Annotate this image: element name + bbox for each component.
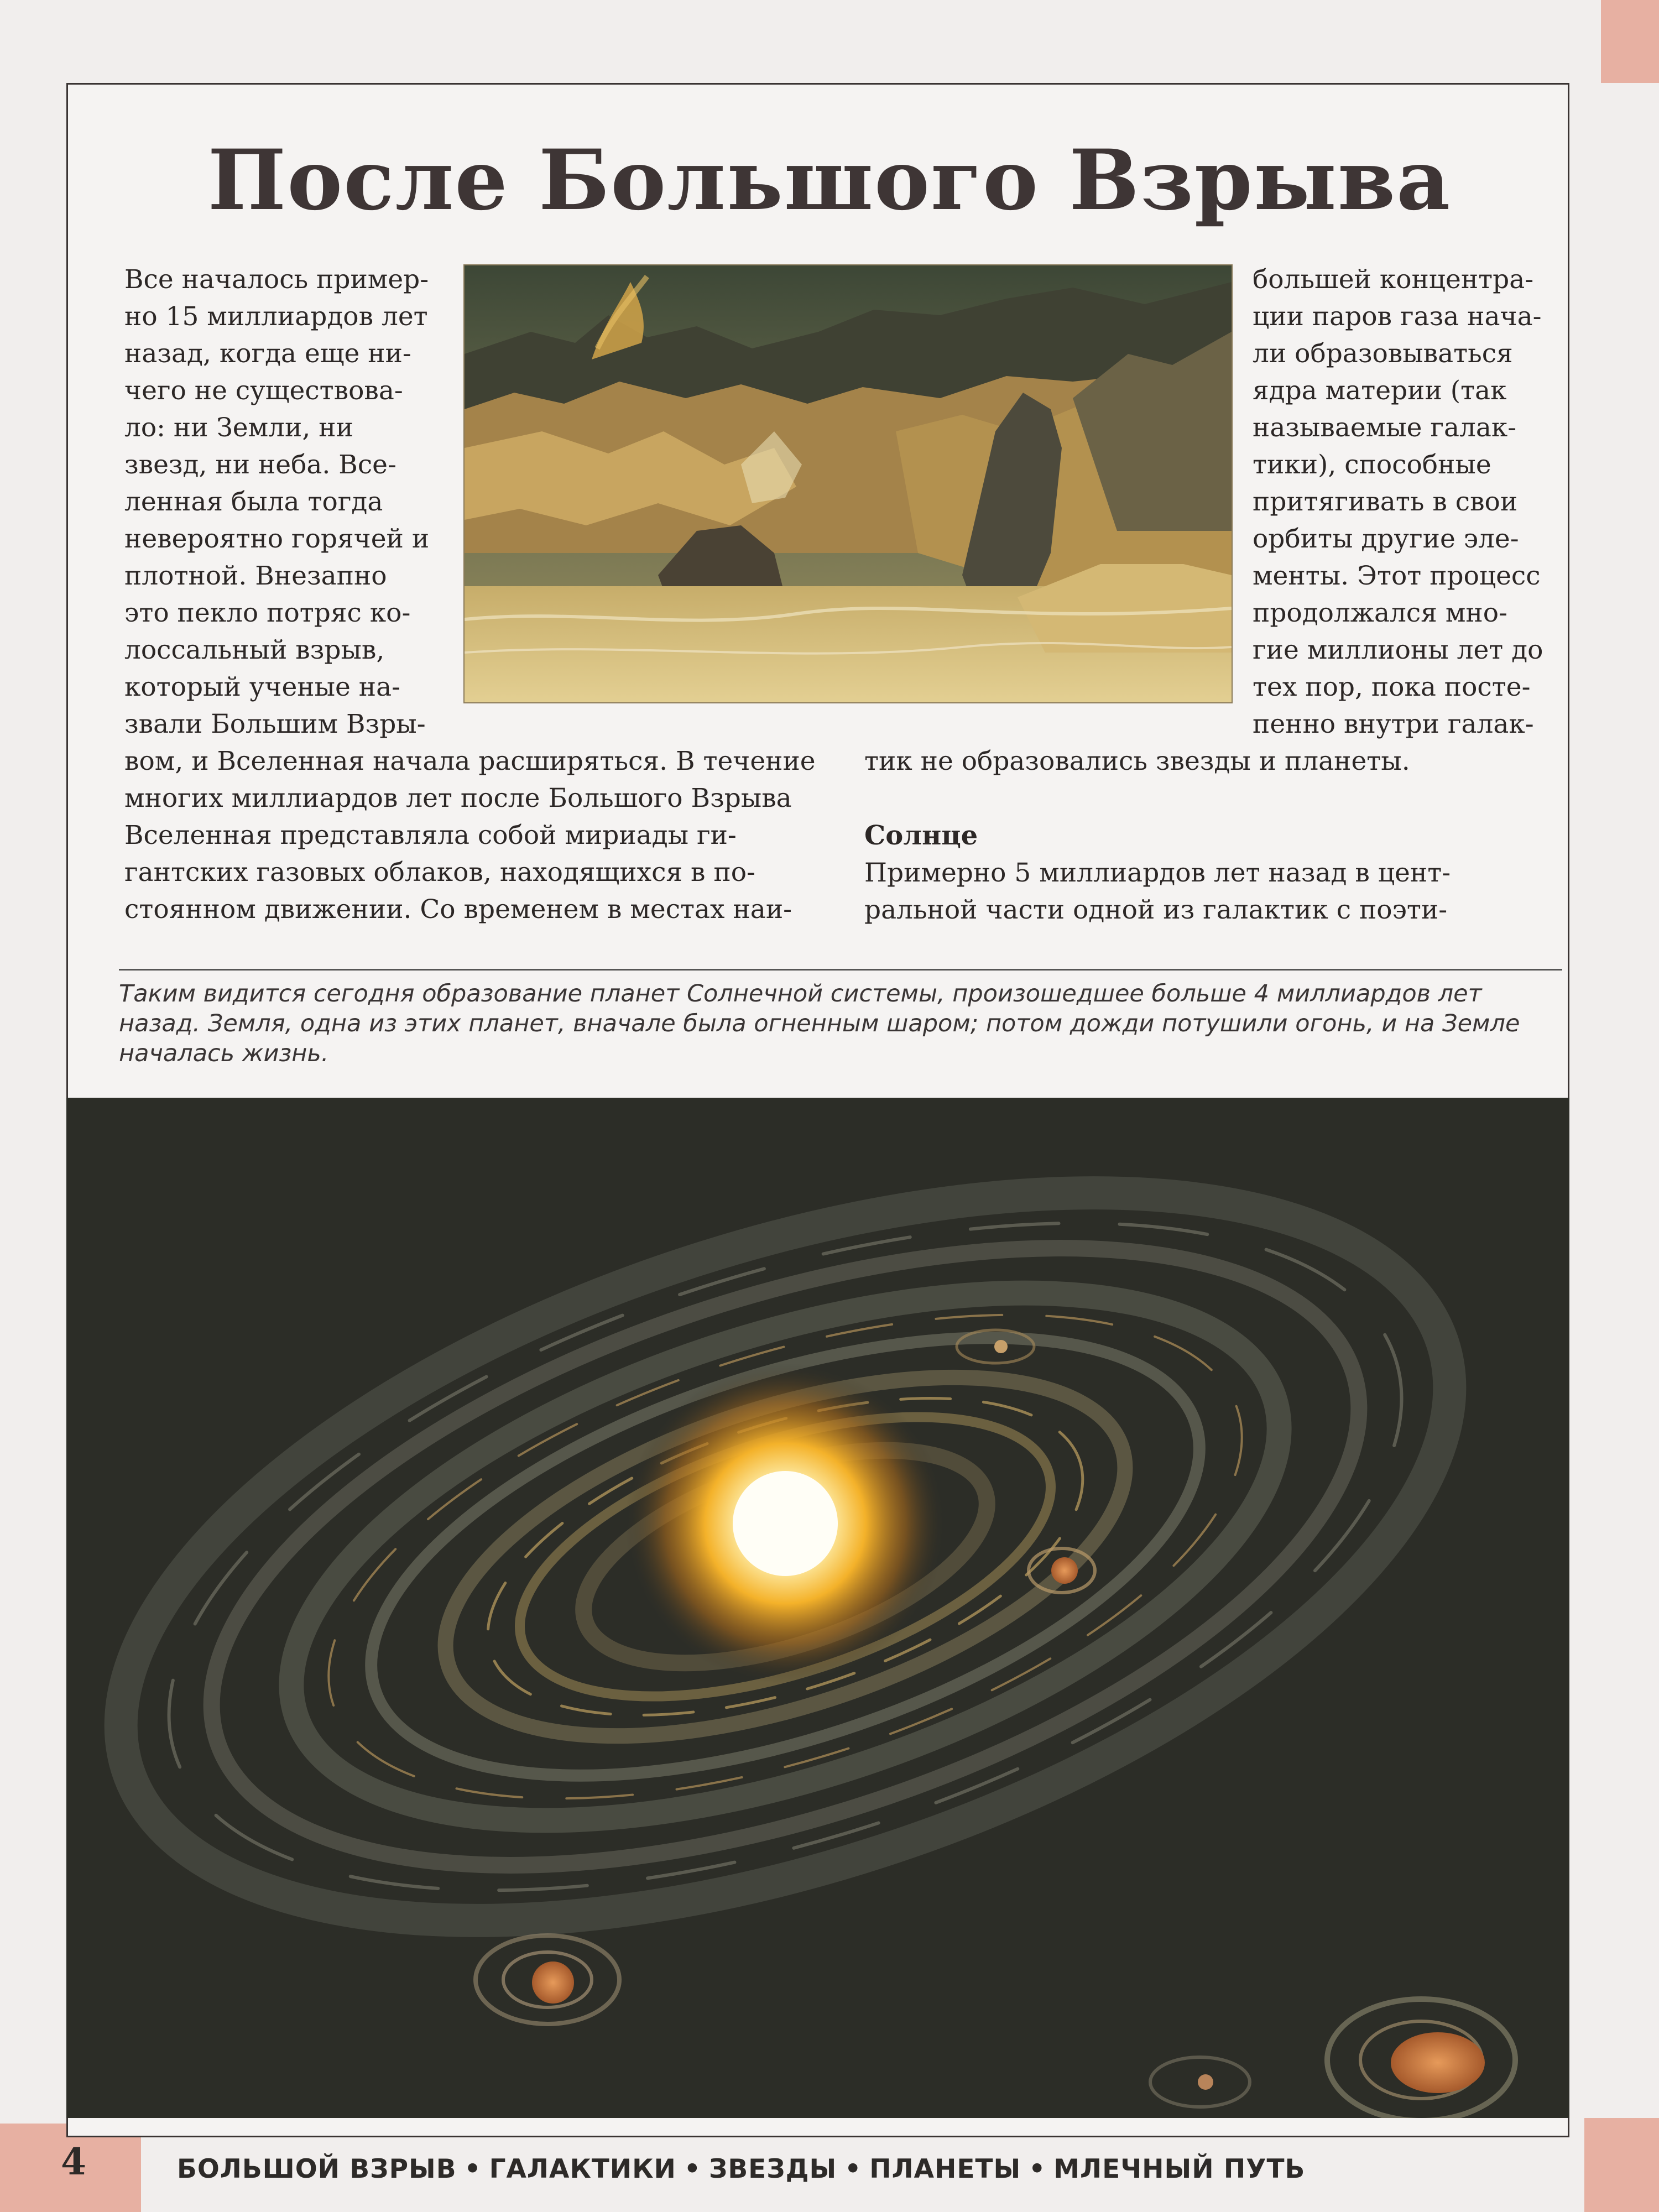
text-line: ли образовываться (1253, 338, 1513, 369)
footer-topic: ЗВЕЗДЫ (708, 2154, 837, 2184)
text-line: ло: ни Земли, ни (124, 413, 353, 443)
text-line: притягивать в свои (1253, 487, 1518, 517)
text-line: плотной. Внезапно (124, 561, 387, 591)
text-line: чего не существова- (124, 375, 403, 406)
footer-separator: • (844, 2154, 862, 2184)
figure-caption (119, 979, 1562, 1068)
caption-line: Таким видится сегодня образование планет Солнечной системы, произошедшее больше 4 миллиардов лет (119, 980, 1482, 1008)
text-line: орбиты другие эле- (1253, 524, 1519, 554)
text-line: это пекло потряс ко- (124, 598, 411, 628)
text-line: Вселенная представляла собой мириады ги- (124, 820, 737, 851)
right-column-text (1253, 261, 1562, 743)
text-line: ленная была тогда (124, 487, 383, 517)
text-line: пенно внутри галак- (1253, 709, 1534, 739)
footer-topic: БОЛЬШОЙ ВЗРЫВ (177, 2154, 457, 2184)
text-line: звезд, ни неба. Все- (124, 450, 397, 480)
bottom-left-text (124, 743, 821, 928)
caption-line: началась жизнь. (119, 1040, 329, 1067)
text-line: тик не образовались звезды и планеты. (864, 746, 1410, 776)
text-line: продолжался мно- (1253, 598, 1507, 628)
text-line: вом, и Вселенная начала расширяться. В течение (124, 746, 816, 776)
text-line: назад, когда еще ни- (124, 338, 411, 369)
page-number: 4 (61, 2140, 86, 2183)
footer-separator: • (684, 2154, 701, 2184)
text-line: менты. Этот процесс (1253, 561, 1541, 591)
left-column-text (124, 261, 437, 743)
corner-accent-top-right (1601, 0, 1659, 83)
primordial-landscape-illustration (463, 264, 1233, 703)
solar-system-formation-illustration (66, 1098, 1569, 2118)
page-title: После Большого Взрыва (207, 132, 1452, 229)
caption-line: назад. Земля, одна из этих планет, вначале была огненным шаром; потом дожди потушили огонь, и на Земле (119, 1010, 1520, 1037)
text-line: Примерно 5 миллиардов лет назад в цент- (864, 858, 1451, 888)
text-line: называемые галак- (1253, 413, 1517, 443)
corner-accent-bottom-right (1584, 2118, 1659, 2212)
footer-topic: ГАЛАКТИКИ (489, 2154, 676, 2184)
footer-separator: • (464, 2154, 482, 2184)
text-line: большей концентра- (1253, 264, 1534, 295)
text-line: но 15 миллиардов лет (124, 301, 428, 332)
text-line: тех пор, пока посте- (1253, 672, 1531, 702)
text-line: невероятно горячей и (124, 524, 430, 554)
bottom-right-text (864, 743, 1562, 928)
footer-separator: • (1029, 2154, 1046, 2184)
footer-topics (177, 2154, 1305, 2184)
text-line: звали Большим Взры- (124, 709, 426, 739)
text-line: Все началось пример- (124, 264, 429, 295)
text-line: ядра материи (так (1253, 375, 1507, 406)
text-line: который ученые на- (124, 672, 400, 702)
text-line: стоянном движении. Со временем в местах наи- (124, 894, 792, 925)
footer-topic: ПЛАНЕТЫ (869, 2154, 1021, 2184)
text-line: тики), способные (1253, 450, 1491, 480)
text-line: гие миллионы лет до (1253, 635, 1543, 665)
text-line: многих миллиардов лет после Большого Взрыва (124, 783, 792, 813)
text-line: ральной части одной из галактик с поэти- (864, 895, 1448, 925)
text-line: лоссальный взрыв, (124, 635, 385, 665)
footer-topic: МЛЕЧНЫЙ ПУТЬ (1053, 2154, 1306, 2184)
section-heading-sun: Солнце (864, 820, 978, 851)
caption-divider (119, 969, 1562, 971)
text-line: гантских газовых облаков, находящихся в по- (124, 857, 755, 888)
text-line: ции паров газа нача- (1253, 301, 1542, 332)
